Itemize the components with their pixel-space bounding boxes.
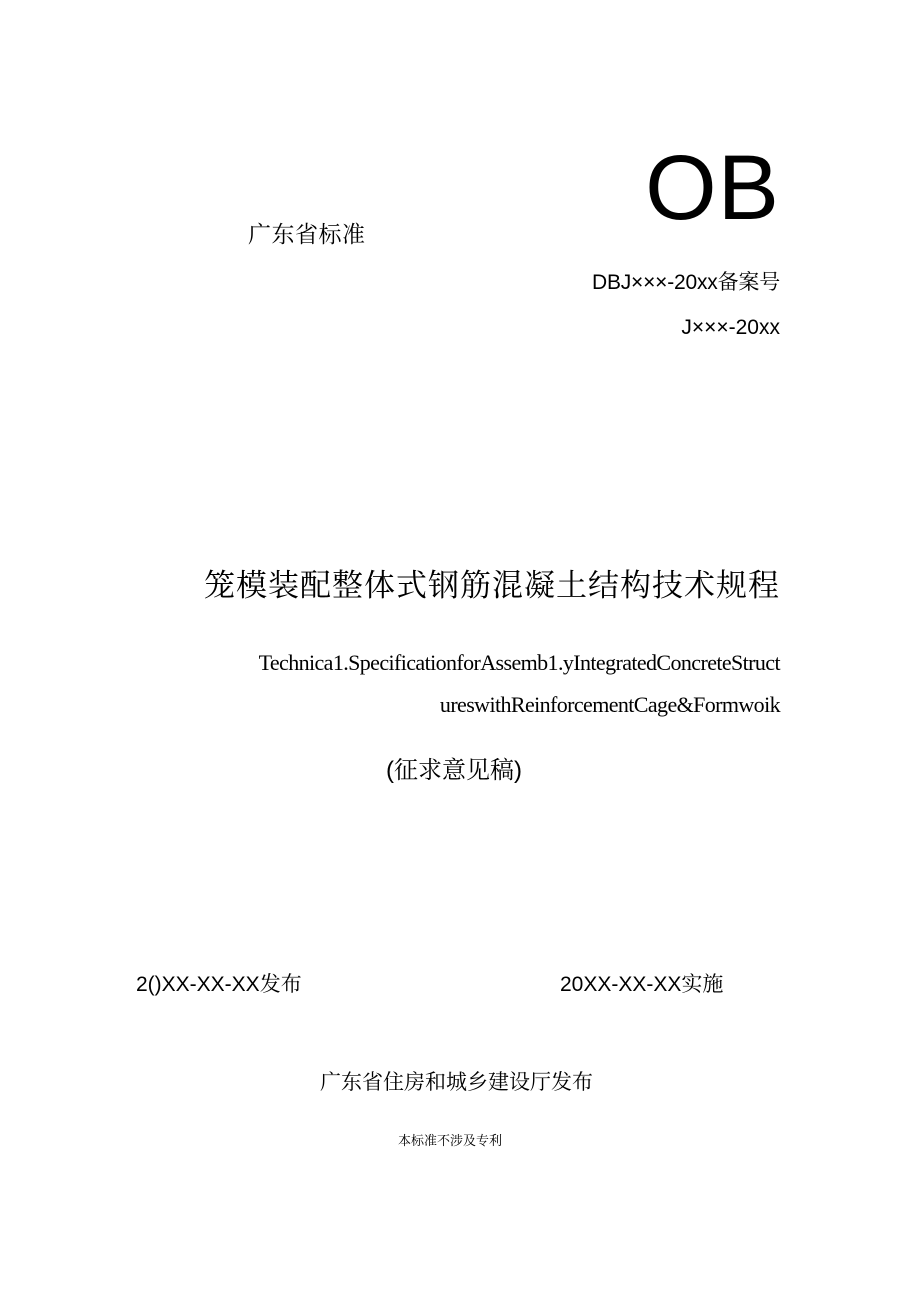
issue-date: 2()XX-XX-XX发布 [136,973,302,996]
standard-number: DBJ×××-20xx备案号 [591,271,780,294]
province-standard-label: 广东省标准 [248,221,366,247]
document-title-cn: 笼模装配整体式钢筋混凝土结构技术规程 [204,568,780,604]
document-title-en-line-1: Technica1.SpecificationforAssemb1.yIntegratedConcreteStruct [258,650,780,675]
patent-note: 本标准不涉及专利 [398,1134,503,1149]
standard-category-mark: OB [645,137,780,239]
draft-status: (征求意见稿) [386,757,522,784]
publisher: 广东省住房和城乡建设厅发布 [320,1071,593,1094]
implementation-date: 20XX-XX-XX实施 [560,973,724,996]
filing-number: J×××-20xx [681,316,780,339]
document-title-en-line-2: ureswithReinforcementCage&Formwoik [439,692,780,717]
